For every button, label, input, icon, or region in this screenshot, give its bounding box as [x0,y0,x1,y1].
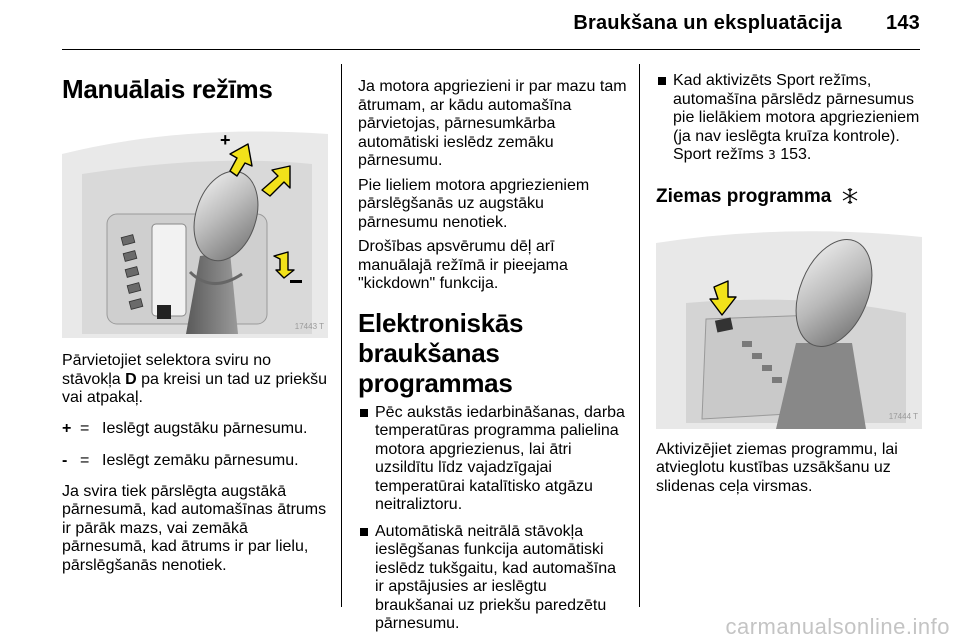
winter-button-illustration [656,223,922,429]
heading-electronic-programs [358,308,632,398]
text-line: pārslēgšanās nenotiek. [62,556,227,574]
heading-manual-mode: Manuālais režīms [62,74,273,104]
sport-list [656,72,926,165]
page-reference-icon: 3 [768,148,776,162]
column-divider-2 [639,64,640,607]
plus-symbol: + [62,419,72,437]
list-item [656,72,926,165]
winter-paragraph [656,441,926,497]
text-line: temperatūrai katalītisko atgāzu [375,477,593,495]
intro-line: pa kreisi un tad uz priekšu [136,370,328,388]
text-line: ir apstājusies ar ieslēgtu [375,578,547,595]
paragraph-kickdown [358,238,632,294]
page-number: 143 [886,12,920,34]
intro-line: vai atpakaļ. [62,389,143,406]
paragraph-downshift [358,78,632,171]
figure-winter-button [656,223,922,429]
definition-text: Ieslēgt zemāku pārnesumu. [102,452,299,469]
text-line: automašīna pārslēdz pārnesumus [673,90,915,108]
text-line: Aktivizējiet ziemas programmu, lai [656,440,898,458]
text-line: (ja nav ieslēgta kruīza kontrole). [673,127,900,145]
minus-marker [290,280,302,283]
text-line: Ja svira tiek pārslēgta augstākā [62,482,287,500]
text-line: manuālajā režīmā ir pieejama [358,256,568,274]
text-line: "kickdown" funkcija. [358,275,499,292]
shift-paragraph [62,483,332,576]
column-2 [358,78,632,634]
figure-number: 17444 T [888,412,918,421]
intro-line: stāvokļa [62,370,126,388]
text-line: pārvietojas, pārnesumkārba [358,115,556,132]
text-line: temperatūras programma palielina [375,422,619,439]
text-line: ieslēdz tukšgaitu, kad automašīna [375,559,617,577]
text-line: Ja motora apgriezieni ir par mazu tam [358,78,627,95]
text-line: Automātiskā neitrālā stāvokļa [375,522,584,540]
watermark: carmanualsonline.info [725,614,950,639]
paragraph-high-rpm [358,177,632,233]
text-line: braukšanai uz priekšu paredzētu [375,596,607,614]
text-line: pie lielākiem motora apgriezieniem [673,109,920,126]
text-line: pārnesumu. [358,152,443,169]
snowflake-icon [841,187,859,205]
text-line: neitraliztoru. [375,496,463,513]
text-line: pārnesumā, kad ātrums ir par lielu, [62,538,309,555]
heading-line: Elektroniskās braukšanas [358,307,524,368]
text-line: motora apgriezienus, lai ātri [375,440,572,458]
section-title: Braukšana un ekspluatācija [573,12,843,34]
intro-paragraph [62,352,332,408]
text-line: automātiski ieslēdz zemāku [358,133,554,151]
text-line: ātrumam, ar kādu automašīna [358,96,572,114]
text-line: Sport režīms [673,146,769,163]
text-line: Kad aktivizēts Sport režīms, [673,72,872,89]
text-line: ir pārāk mazs, vai zemākā [62,519,248,537]
heading-text: Ziemas programma [656,185,832,207]
plus-marker: + [220,130,231,150]
page-reference[interactable]: 153. [775,146,812,163]
text-line: pārslēgšanās uz augstāku [358,195,544,212]
minus-symbol: - [62,452,68,469]
definition-text: Ieslēgt augstāku pārnesumu. [102,419,308,437]
list-item [358,404,632,515]
text-line: pārnesumu nenotiek. [358,213,508,231]
heading-line: programmas [358,367,513,398]
text-line: pārnesumā, kad automašīnas ātrums [62,501,327,518]
figure-gear-lever-manual [62,124,328,338]
list-item [358,523,632,634]
text-line: Drošības apsvērumu dēļ arī [358,238,555,255]
column-3 [656,72,926,496]
text-line: slidenas ceļa virsmas. [656,477,813,495]
text-line: uzsildītu līdz vajadzīgajai [375,459,552,476]
text-line: Pēc aukstās iedarbināšanas, darba [375,403,625,421]
heading-winter-program [656,185,926,209]
program-list [358,404,632,634]
column-divider-1 [341,64,342,607]
equals-sign: = [80,419,90,437]
text-line: atvieglotu kustības uzsākšanu uz [656,459,891,476]
gear-lever-illustration [62,124,328,338]
definition-plus [62,420,332,439]
page-header [573,12,920,35]
position-d: D [125,370,137,388]
figure-number: 17443 T [294,321,324,331]
text-line: Pie lieliem motora apgriezieniem [358,176,590,194]
equals-sign: = [80,452,90,469]
text-line: ieslēgšanas funkcija automātiski [375,541,604,558]
header-rule [62,49,920,50]
column-1 [62,74,332,575]
text-line: pārnesumu. [375,615,460,632]
intro-line: Pārvietojiet selektora sviru no [62,352,271,369]
definition-minus [62,452,332,471]
